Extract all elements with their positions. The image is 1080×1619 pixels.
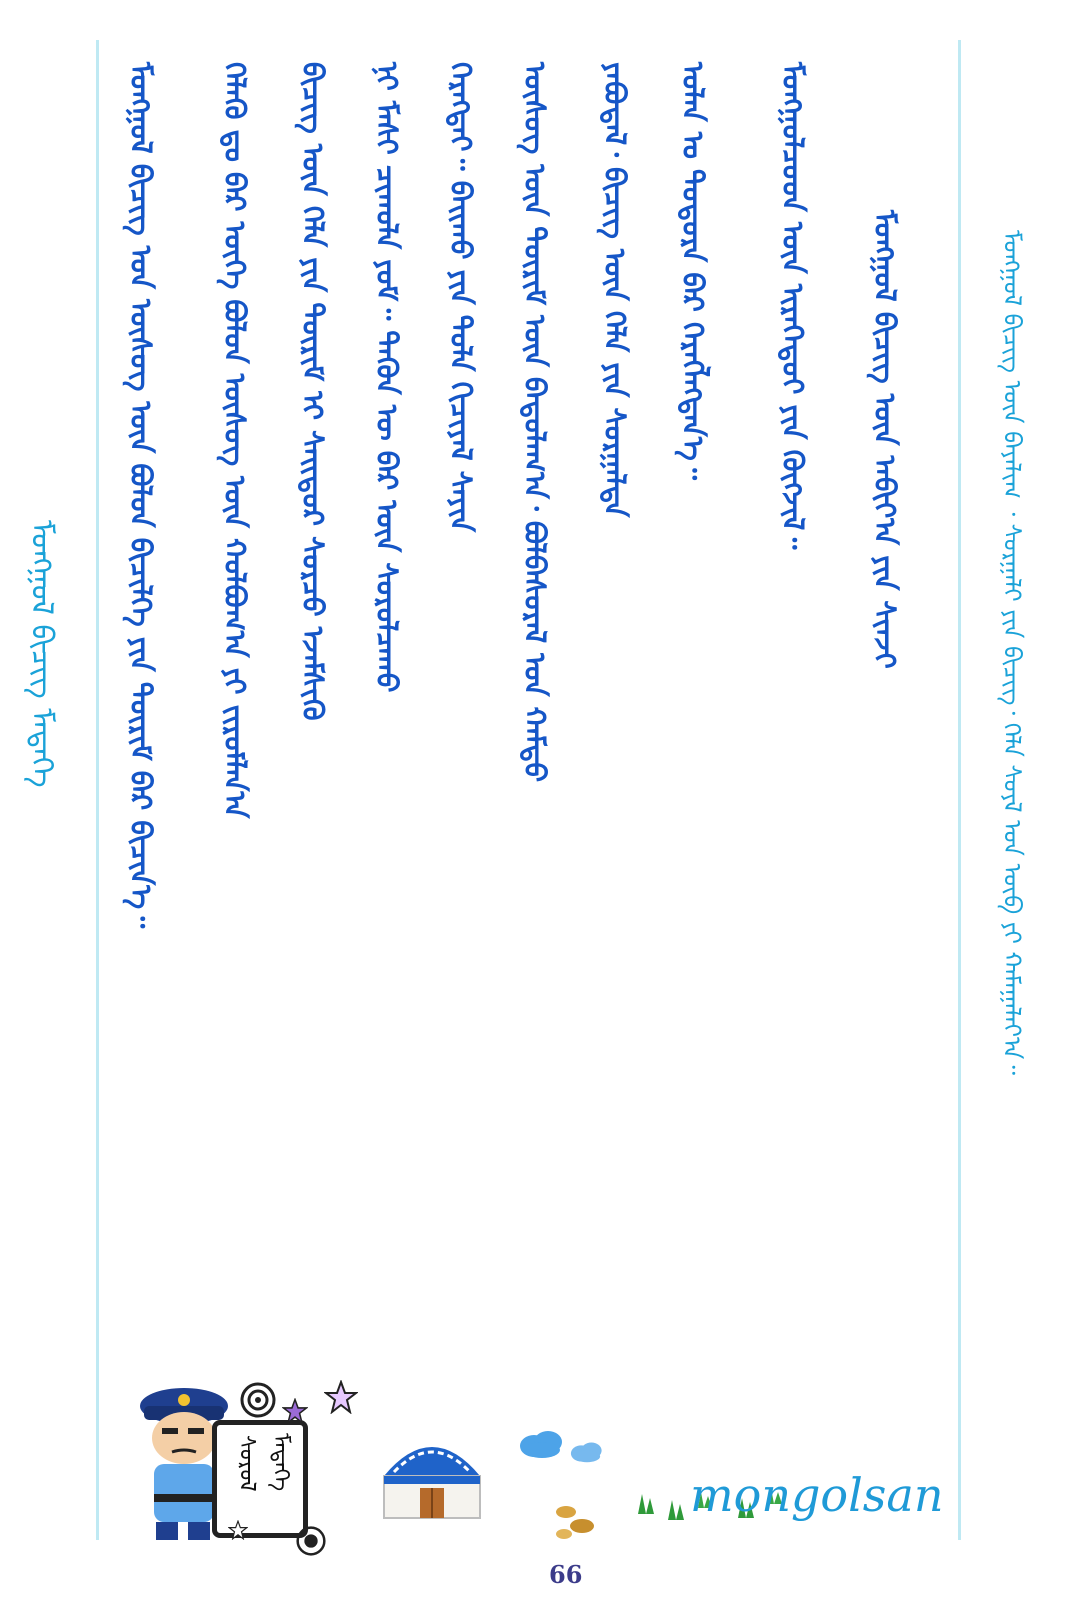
cloud-icon [516, 1428, 568, 1460]
spiral-icon [296, 1526, 326, 1556]
sign-line-2: ᠮᠡᠳᠡᠭᠡ [268, 1433, 293, 1492]
body-column-4: ᠨᠢ ᠮᠠᠰᠢ ᠴᠢᠬᠤᠯᠠ ᠶᠤᠮ᠃ ᠲᠡᠭᠦᠨ ᠦ ᠪᠡᠷ ᠦᠨ ᠰᠤᠷᠤᠯᠴᠠᠬᠤ [370, 62, 404, 693]
spiral-icon [240, 1382, 276, 1418]
stones-icon [552, 1502, 600, 1542]
brand-logo: mongolsan [690, 1468, 944, 1522]
cloud-icon [568, 1440, 606, 1464]
page-number: 66 [549, 1560, 583, 1589]
sign-board [212, 1420, 308, 1538]
star-icon [324, 1380, 358, 1414]
body-column-7: ᠶᠠᠪᠤᠳᠠᠯ᠂ ᠪᠢᠴᠢᠭ᠌ ᠦᠨ ᠬᠡᠯᠡ ᠶᠢᠨ ᠰᠤᠷᠭᠠᠯᠲᠠ [598, 62, 632, 518]
body-column-6: ᠦᠰᠦᠭ ᠦᠨ ᠳᠦᠷᠢᠮ ᠦᠨ ᠪᠠᠲᠤᠯᠠᠭ᠎ᠠ᠂ ᠪᠣᠯᠪᠠᠰᠤᠷᠠᠯ ᠤᠨ ᠬᠠᠮᠲᠤ [518, 62, 552, 783]
page-title: ᠮᠣᠩᠭᠣᠯ ᠪᠢᠴᠢᠭ᠌ ᠮᠡᠳᠡᠭᠡ [24, 520, 59, 788]
body-column-9: ᠮᠣᠩᠭᠣᠯᠴᠤᠳ ᠦᠨ ᠢᠷᠡᠭᠡᠳᠦᠢ ᠶᠢᠨ ᠬᠥᠭᠵᠢᠯ᠃ [776, 62, 810, 550]
right-rule [958, 40, 961, 1540]
star-icon [282, 1398, 308, 1424]
star-icon [228, 1520, 248, 1540]
body-column-1: ᠮᠣᠩᠭᠣᠯ ᠪᠢᠴᠢᠭ᠌ ᠤᠨ ᠦᠰᠦᠭ ᠦᠨ ᠪᠣᠯᠣᠨ ᠪᠢᠴᠢᠯᠭᠡ ᠶᠢᠨ ᠳᠦᠷᠢᠮ ᠪᠡᠷ ᠪᠢᠴᠢᠨ᠎ᠡ᠃ [124, 62, 158, 929]
footer-text: ᠮᠣᠩᠭᠣᠯ ᠪᠢᠴᠢᠭ᠌ ᠦᠨ ᠪᠠᠶᠠᠯᠢᠭ ᠂ ᠰᠤᠷᠭᠠᠯᠢ ᠶᠢᠨ ᠪᠢᠴᠢᠭ᠌᠂ ᠬᠡᠯᠡ ᠰᠤᠶᠯ ᠤᠨ ᠥᠪ ᠶᠢ ᠬᠠᠮᠠᠭᠠᠯᠠᠶ᠎ᠠ᠃ [998, 230, 1026, 1076]
body-column-5: ᠬᠡᠷᠡᠭᠲᠡᠢ᠃ ᠪᠠᠢᠬᠤ ᠶᠢᠨ ᠲᠤᠯᠠ ᠬᠢᠴᠢᠶᠡᠯ ᠰᠠᠶᠢᠨ [444, 62, 478, 533]
body-column-2: ᠬᠡᠯᠡᠬᠦ ᠳᠤ ᠪᠡᠷ ᠦᠭᠡ ᠪᠣᠯᠣᠨ ᠦᠰᠦᠭ ᠦᠨ ᠬᠣᠯᠪᠣᠭ᠎ᠠ ᠶᠢ ᠵᠢᠷᠤᠮᠯᠠᠨ᠎ᠠ [218, 62, 252, 819]
body-column-3: ᠪᠢᠴᠢᠭ᠌ ᠦᠨ ᠬᠡᠯᠡ ᠶᠢᠨ ᠳᠦᠷᠢᠮ ᠢ ᠰᠠᠢᠳᠤᠷ ᠰᠤᠷᠴᠤ ᠡᠵᠡᠮᠰᠢᠬᠦ [296, 62, 330, 721]
left-rule [96, 40, 99, 1540]
sign-line-1: ᠰᠤᠷᠤᠯ [234, 1435, 259, 1492]
yurt-icon [374, 1424, 490, 1528]
body-column-10: ᠮᠣᠩᠭᠣᠯ ᠪᠢᠴᠢᠭ᠌ ᠦᠨ ᠠᠪᠢᠶ᠎ᠠ ᠶᠢᠨ ᠰᠢᠨᠵᠢ [868, 210, 902, 669]
body-column-8: ᠣᠯᠠᠨ ᠤ ᠳᠣᠲᠣᠷᠠ ᠪᠠᠷ ᠬᠡᠷᠡᠭᠯᠡᠭᠳᠡᠨ᠎ᠡ᠃ [676, 62, 710, 480]
